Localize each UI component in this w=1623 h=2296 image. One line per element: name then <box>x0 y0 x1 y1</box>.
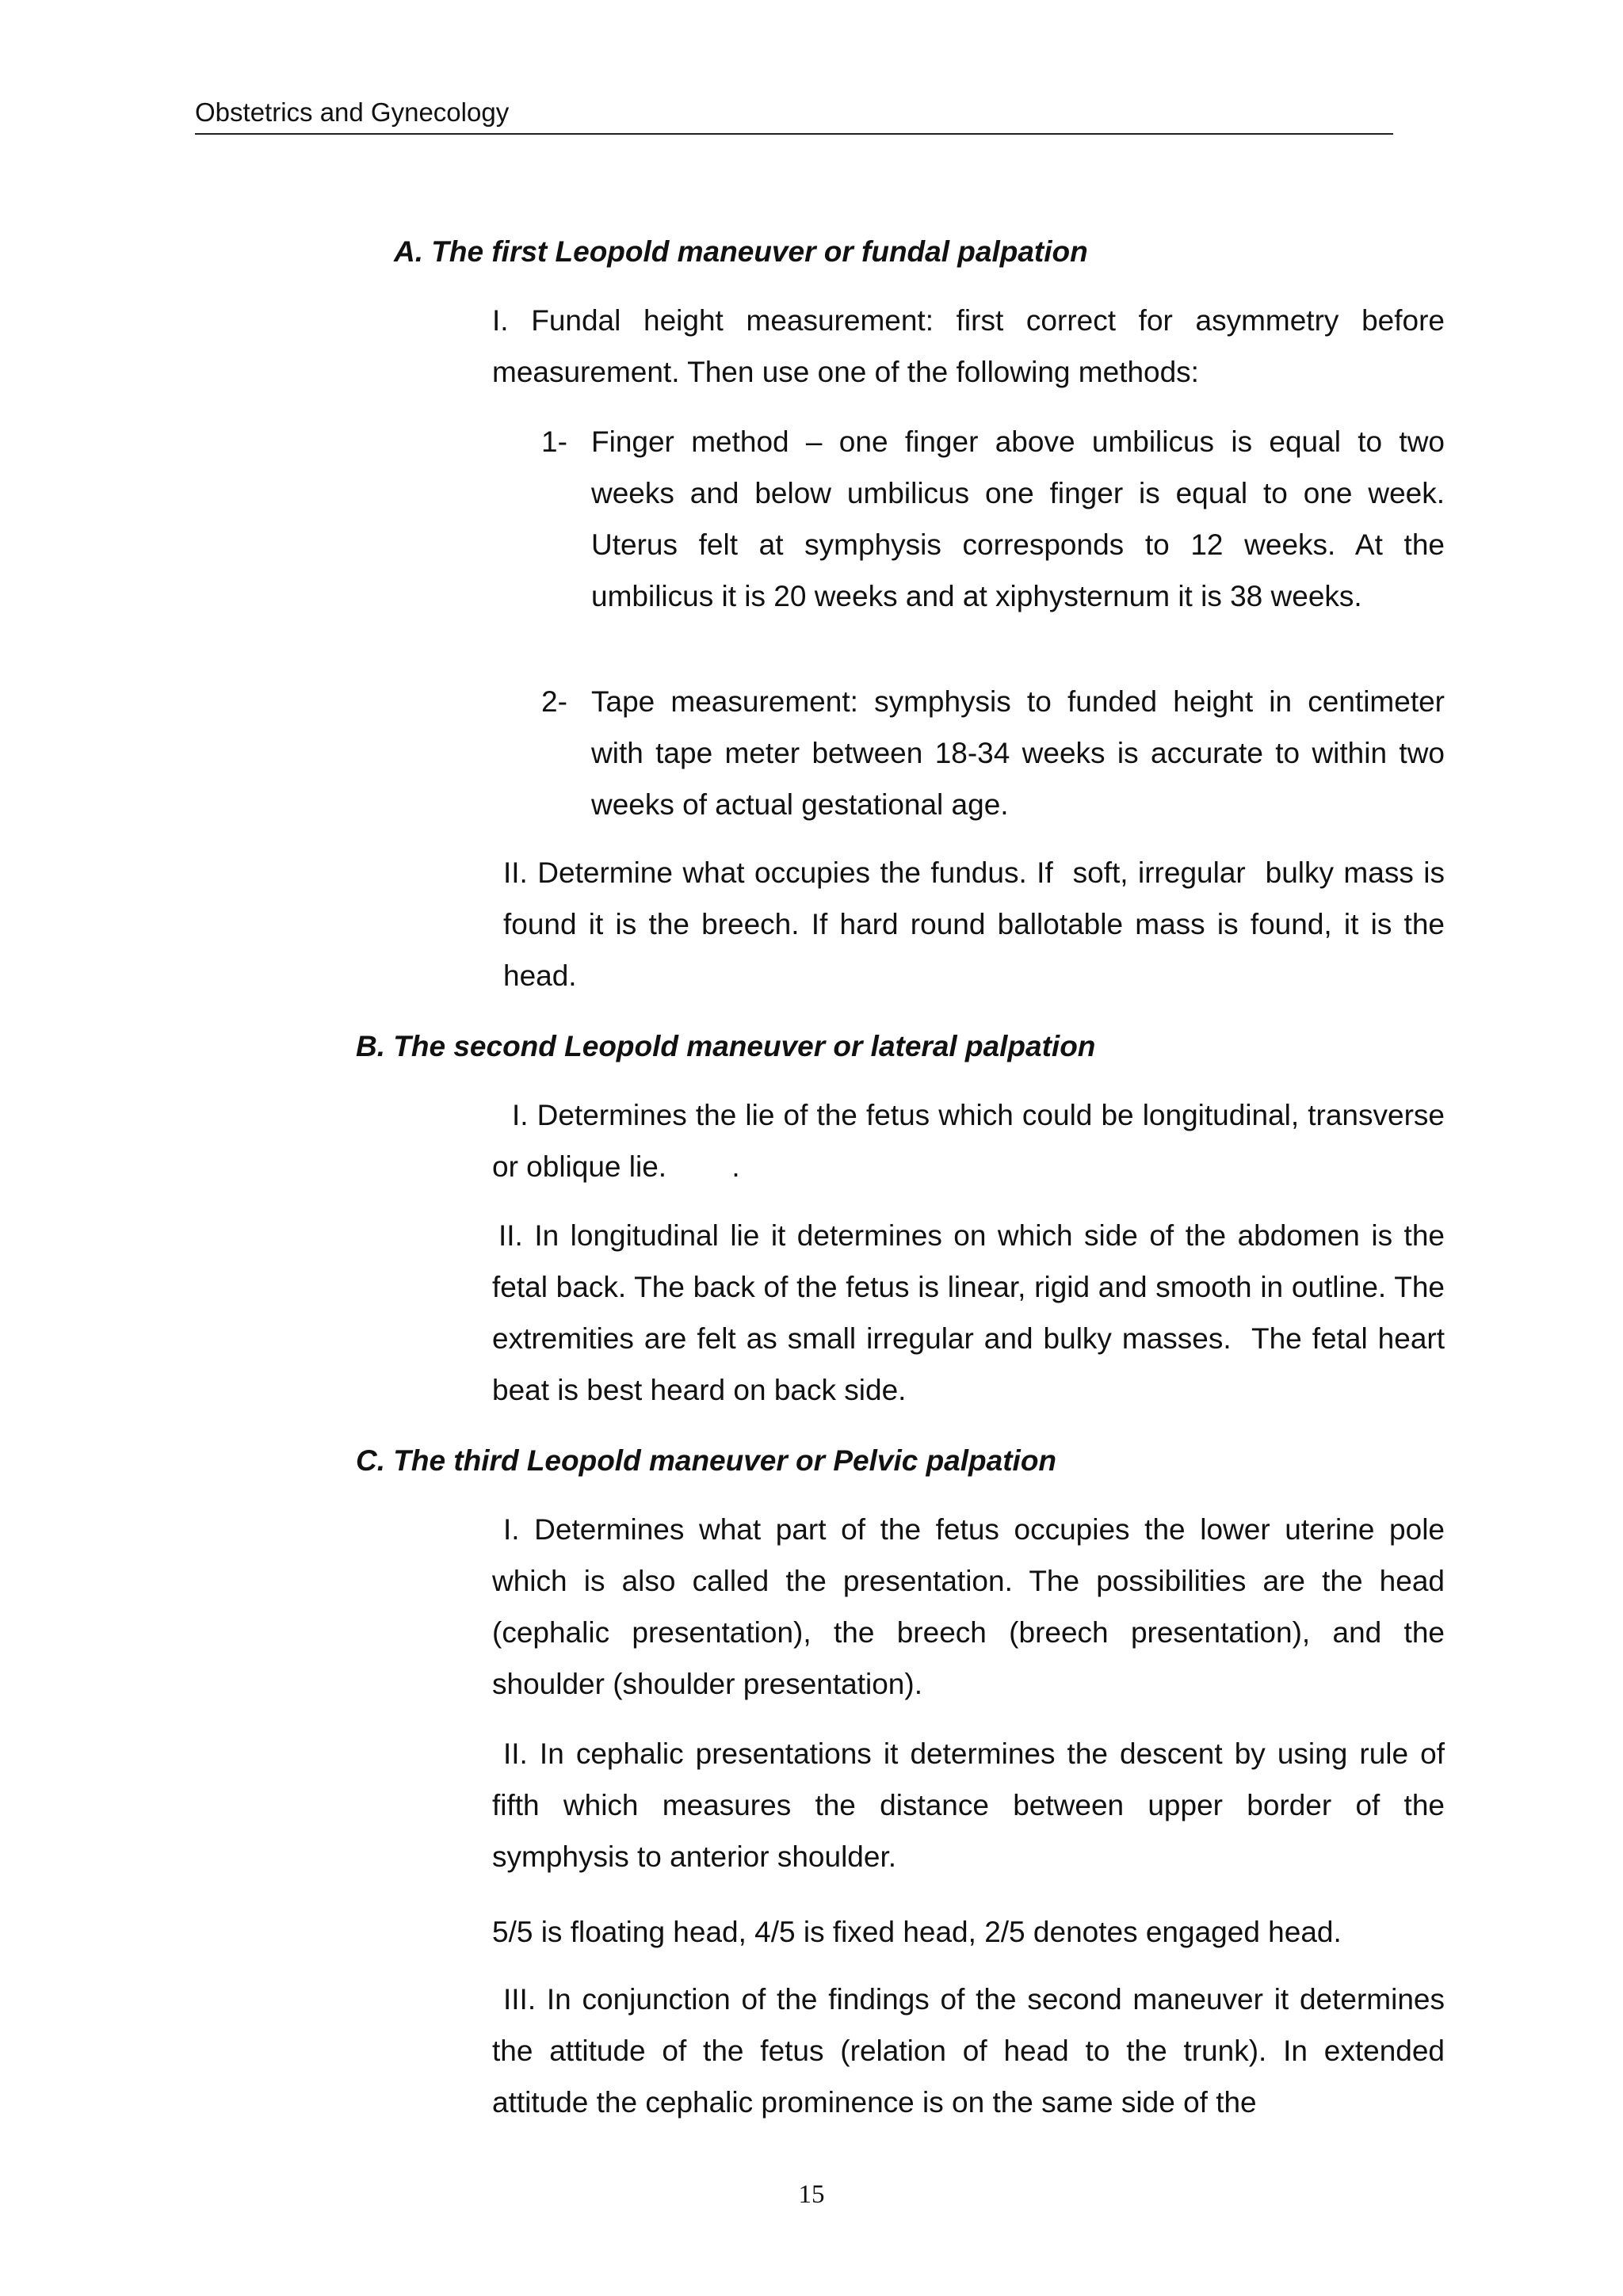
list-item-text: Finger method – one finger above umbilicus is equal to two weeks and below umbilicus one finger is equal to one week. Uterus felt at symphysis corresponds to 12 weeks. At the umbilicus it is 20 weeks and at xiphysternum it is 38 weeks. <box>591 425 1445 612</box>
section-c-paragraph-2: II. In cephalic presentations it determines the descent by using rule of fifth which measures the distance between upper border of the symphysis to anterior shoulder. <box>492 1737 1445 1873</box>
running-header <box>195 93 1393 135</box>
list-item-text: Tape measurement: symphysis to funded height in centimeter with tape meter between 18-34 weeks is accurate to within two weeks of actual gestational age. <box>591 685 1445 821</box>
section-a-heading: A. The first Leopold maneuver or fundal palpation <box>394 235 1088 268</box>
list-item-tape-measurement <box>541 676 1445 830</box>
section-b-heading: B. The second Leopold maneuver or lateral palpation <box>356 1030 1096 1062</box>
section-b-paragraph-1: I. Determines the lie of the fetus which could be longitudinal, transverse or oblique lie. . <box>492 1099 1453 1183</box>
list-item-finger-method <box>541 416 1445 622</box>
list-item-number: 2- <box>541 685 567 718</box>
section-c-paragraph-3: III. In conjunction of the findings of the second maneuver it determines the attitude of the fetus (relation of head to the trunk). In extended attitude the cephalic prominence is on the same side of the <box>492 1983 1445 2119</box>
section-a-paragraph-1: I. Fundal height measurement: first correct for asymmetry before measurement. Then use one of the following methods: <box>492 304 1445 388</box>
section-a-paragraph-2: II. Determine what occupies the fundus. If soft, irregular bulky mass is found it is the breech. If hard round ballotable mass is found, it is the head. <box>503 856 1453 992</box>
section-c-rule-of-fifth-line: 5/5 is floating head, 4/5 is fixed head, 2/5 denotes engaged head. <box>492 1916 1342 1948</box>
page-number: 15 <box>798 2180 825 2209</box>
list-item-number: 1- <box>541 425 567 458</box>
running-header-title: Obstetrics and Gynecology <box>195 97 510 127</box>
section-c-paragraph-1: I. Determines what part of the fetus occupies the lower uterine pole which is also called the presentation. The possibilities are the head (cephalic presentation), the breech (breech presentation), and the shoulder (shoulder presentation). <box>492 1513 1445 1700</box>
section-c-heading: C. The third Leopold maneuver or Pelvic palpation <box>356 1444 1057 1477</box>
section-b-paragraph-2: II. In longitudinal lie it determines on which side of the abdomen is the fetal back. The back of the fetus is linear, rigid and smooth in outline. The extremities are felt as small irregular and bulky masses. The fetal heart beat is best heard on back side. <box>492 1219 1453 1406</box>
